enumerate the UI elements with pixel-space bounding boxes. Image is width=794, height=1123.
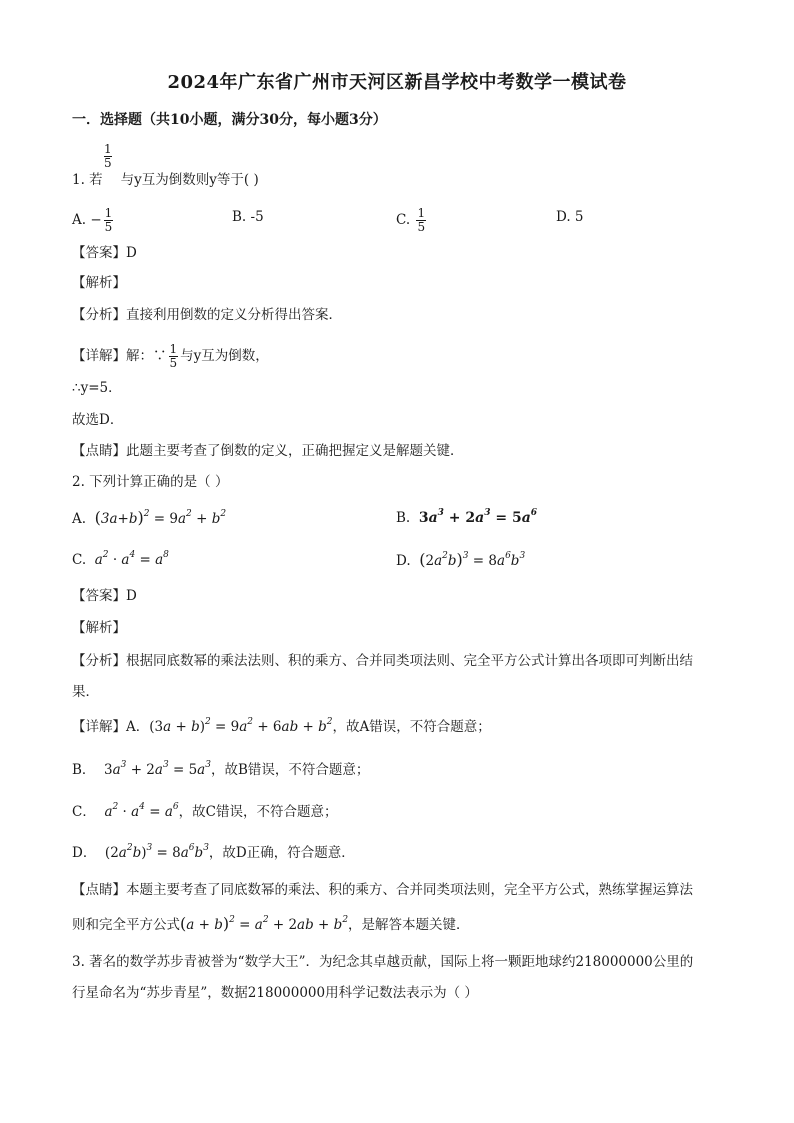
q2-analysis-label: 【解析】 <box>72 620 126 636</box>
q1-option-b: B. -5 <box>232 209 264 225</box>
q2-answer: 【答案】D <box>72 588 137 604</box>
section-heading: 一．选择题（共10小题，满分30分，每小题3分） <box>72 112 387 128</box>
q1-step: ∴y=5． <box>72 380 122 396</box>
q2-fenxi-line2: 果． <box>72 684 99 700</box>
q2-fenxi-line1: 【分析】根据同底数幂的乘法法则、积的乘方、合并同类项法则、完全平方公式计算出各项即可判断出结 <box>72 653 693 669</box>
q1-stem-fraction: $\frac{1}{5}$ <box>104 142 112 170</box>
q2-stem: 2. 下列计算正确的是（ ） <box>72 474 229 490</box>
q2-comment-line1: 【点睛】本题主要考查了同底数幂的乘法、积的乘方、合并同类项法则，完全平方公式，熟练掌握运算法 <box>72 882 693 898</box>
q1-option-a: A. − $\frac{1}{5}$ <box>72 206 113 234</box>
q2-detail-b: B． $3a^3 + 2a^3 = 5a^3$，故B错误，不符合题意； <box>72 760 370 778</box>
q1-fenxi: 【分析】直接利用倒数的定义分析得出答案． <box>72 307 342 323</box>
q2-detail-a: 【详解】A．$(3a + b)^2 = 9a^2 + 6ab + b^2$，故A错误，不符合题意； <box>72 717 491 735</box>
q2-option-b: B. $3a^3 + 2a^3 = 5a^6$ <box>396 508 538 526</box>
q1-option-d: D. 5 <box>556 209 584 225</box>
q2-detail-d: D． $(2a^2b)^3 = 8a^6b^3$，故D正确，符合题意． <box>72 843 355 861</box>
q2-comment-line2: 则和完全平方公式$(a + b)^2 = a^2 + 2ab + b^2$，是解答本题关键． <box>72 914 470 933</box>
q1-stem: 1. 若 与y互为倒数则y等于( ) <box>72 172 259 188</box>
q1-comment: 【点睛】此题主要考查了倒数的定义，正确把握定义是解题关键． <box>72 443 464 459</box>
q1-option-c: C. $\frac{1}{5}$ <box>396 206 426 234</box>
q3-stem-line2: 行星命名为“苏步青星”，数据218000000用科学记数法表示为（ ） <box>72 985 478 1001</box>
q3-stem-line1: 3. 著名的数学苏步青被誉为“数学大王”．为纪念其卓越贡献，国际上将一颗距地球约218000000公里的 <box>72 954 694 970</box>
q1-choose: 故选D． <box>72 412 124 428</box>
q2-option-a: A. $(3a+b)^2 = 9a^2 + b^2$ <box>72 508 227 527</box>
document-title: 2024年广东省广州市天河区新昌学校中考数学一模试卷 <box>167 72 627 93</box>
q2-option-d: D. $(2a^2b)^3 = 8a^6b^3$ <box>396 550 526 569</box>
q2-detail-c: C． $a^2 \cdot a^4 = a^6$，故C错误，不符合题意； <box>72 802 338 820</box>
q1-answer: 【答案】D <box>72 245 137 261</box>
q2-option-c: C. $a^2 \cdot a^4 = a^8$ <box>72 550 169 568</box>
q1-detail: 【详解】解：∵ $\frac{1}{5}$ 与y互为倒数， <box>72 342 269 370</box>
q1-analysis-label: 【解析】 <box>72 275 126 291</box>
